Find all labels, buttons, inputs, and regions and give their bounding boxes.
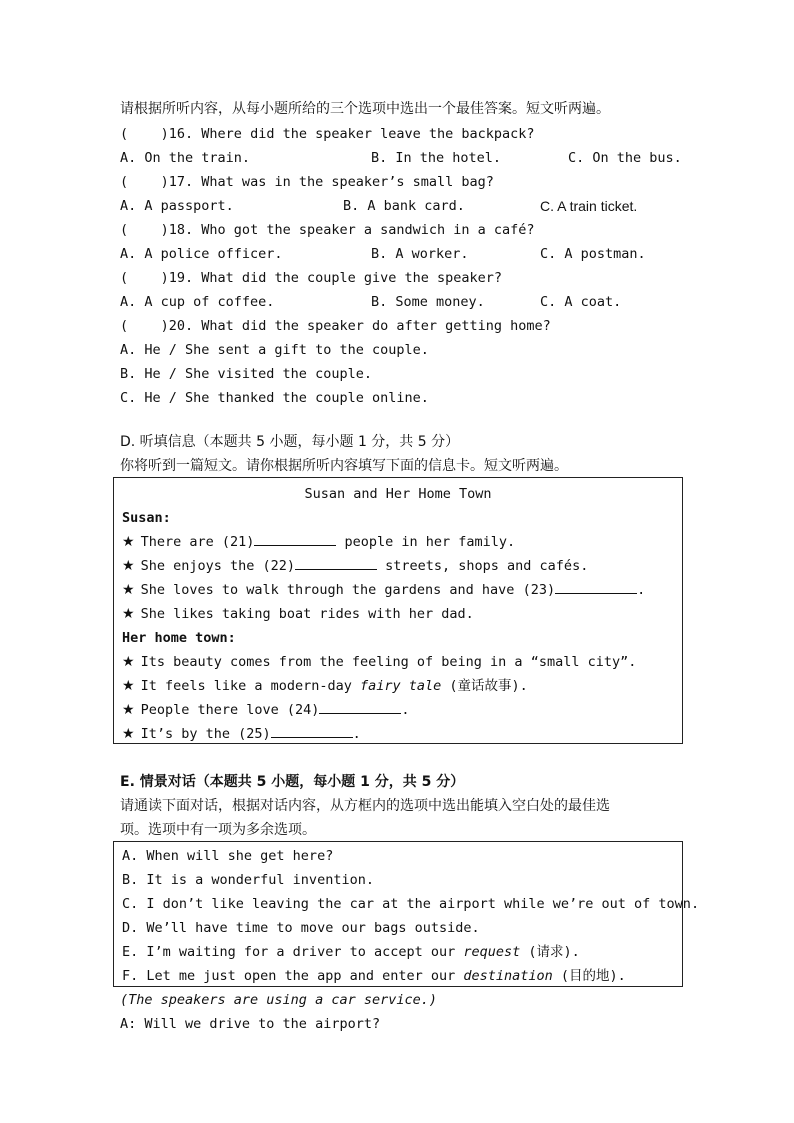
question-20 [120,317,551,335]
question-text: Who got the speaker a sandwich in a café? [201,222,535,238]
info-card [113,477,683,744]
section-d-heading: D. 听填信息（本题共 5 小题，每小题 1 分，共 5 分） [120,434,460,450]
option-16c[interactable]: C. On the bus. [568,150,682,166]
question-prefix: ( )20. [120,318,194,334]
dialogue-option-e[interactable]: E. I’m waiting for a driver to accept our request (请求). [122,944,580,960]
star-icon: ★ [122,606,135,622]
option-17b[interactable]: B. A bank card. [343,198,465,214]
dialogue-option-d[interactable]: D. We’ll have time to move our bags outside. [122,920,480,936]
town-item: ★ Its beauty comes from the feeling of being in a “small city”. [122,654,637,670]
question-prefix: ( )16. [120,126,194,142]
star-icon: ★ [122,582,135,598]
option-20b[interactable]: B. He / She visited the couple. [120,366,372,382]
question-19 [120,269,502,287]
info-card-title: Susan and Her Home Town [304,486,492,502]
question-text: What was in the speaker’s small bag? [201,174,494,190]
option-19a[interactable]: A. A cup of coffee. [120,294,275,310]
question-prefix: ( )17. [120,174,194,190]
option-17c[interactable]: C. A train ticket. [540,198,638,214]
section-e-heading: E. 情景对话（本题共 5 小题，每小题 1 分，共 5 分） [120,774,465,790]
dialogue-option-f[interactable]: F. Let me just open the app and enter our destination (目的地). [122,968,626,984]
question-17 [120,173,494,191]
question-18 [120,221,535,239]
home-town-label: Her home town: [122,630,236,646]
star-icon: ★ [122,534,135,550]
star-icon: ★ [122,702,135,718]
susan-item: ★ There are (21) people in her family. [122,534,516,550]
town-item: ★ People there love (24) . [122,702,410,718]
star-icon: ★ [122,726,135,742]
town-item: ★ It’s by the (25) . [122,726,361,742]
susan-label: Susan: [122,510,171,526]
star-icon: ★ [122,678,135,694]
option-16a[interactable]: A. On the train. [120,150,251,166]
blank-21[interactable] [254,533,336,546]
option-16b[interactable]: B. In the hotel. [371,150,502,166]
option-19b[interactable]: B. Some money. [371,294,485,310]
blank-24[interactable] [319,701,401,714]
option-20a[interactable]: A. He / She sent a gift to the couple. [120,342,429,358]
option-18c[interactable]: C. A postman. [540,246,646,262]
star-icon: ★ [122,654,135,670]
section-c-instruction: 请根据所听内容，从每小题所给的三个选项中选出一个最佳答案。短文听两遍。 [120,101,610,117]
option-18b[interactable]: B. A worker. [371,246,469,262]
question-text: What did the couple give the speaker? [201,270,503,286]
option-18a[interactable]: A. A police officer. [120,246,283,262]
option-20c[interactable]: C. He / She thanked the couple online. [120,390,429,406]
susan-item: ★ She loves to walk through the gardens and have (23) . [122,582,646,598]
susan-item: ★ She enjoys the (22) streets, shops and cafés. [122,558,589,574]
blank-25[interactable] [271,725,353,738]
question-prefix: ( )19. [120,270,194,286]
town-item: ★ It feels like a modern-day fairy tale (童话故事). [122,678,528,694]
options-box [113,841,700,987]
section-e-instruction-cont: 项。选项中有一项为多余选项。 [120,822,316,838]
option-17a[interactable]: A. A passport. [120,198,234,214]
dialogue-line: A: Will we drive to the airport? [120,1016,381,1032]
scene-note: (The speakers are using a car service.) [120,992,437,1008]
dialogue-option-c[interactable]: C. I don’t like leaving the car at the airport while we’re out of town. [122,896,700,912]
question-prefix: ( )18. [120,222,194,238]
dialogue-option-b[interactable]: B. It is a wonderful invention. [122,872,374,888]
question-text: Where did the speaker leave the backpack? [201,126,535,142]
dialogue-option-a[interactable]: A. When will she get here? [122,848,334,864]
option-19c[interactable]: C. A coat. [540,294,622,310]
question-16 [120,125,535,143]
blank-23[interactable] [555,581,637,594]
section-d-instruction: 你将听到一篇短文。请你根据所听内容填写下面的信息卡。短文听两遍。 [120,458,568,474]
section-e-instruction: 请通读下面对话，根据对话内容，从方框内的选项中选出能填入空白处的最佳选 [120,798,610,814]
star-icon: ★ [122,558,135,574]
question-text: What did the speaker do after getting home? [201,318,551,334]
susan-item: ★ She likes taking boat rides with her dad. [122,606,474,622]
blank-22[interactable] [295,557,377,570]
